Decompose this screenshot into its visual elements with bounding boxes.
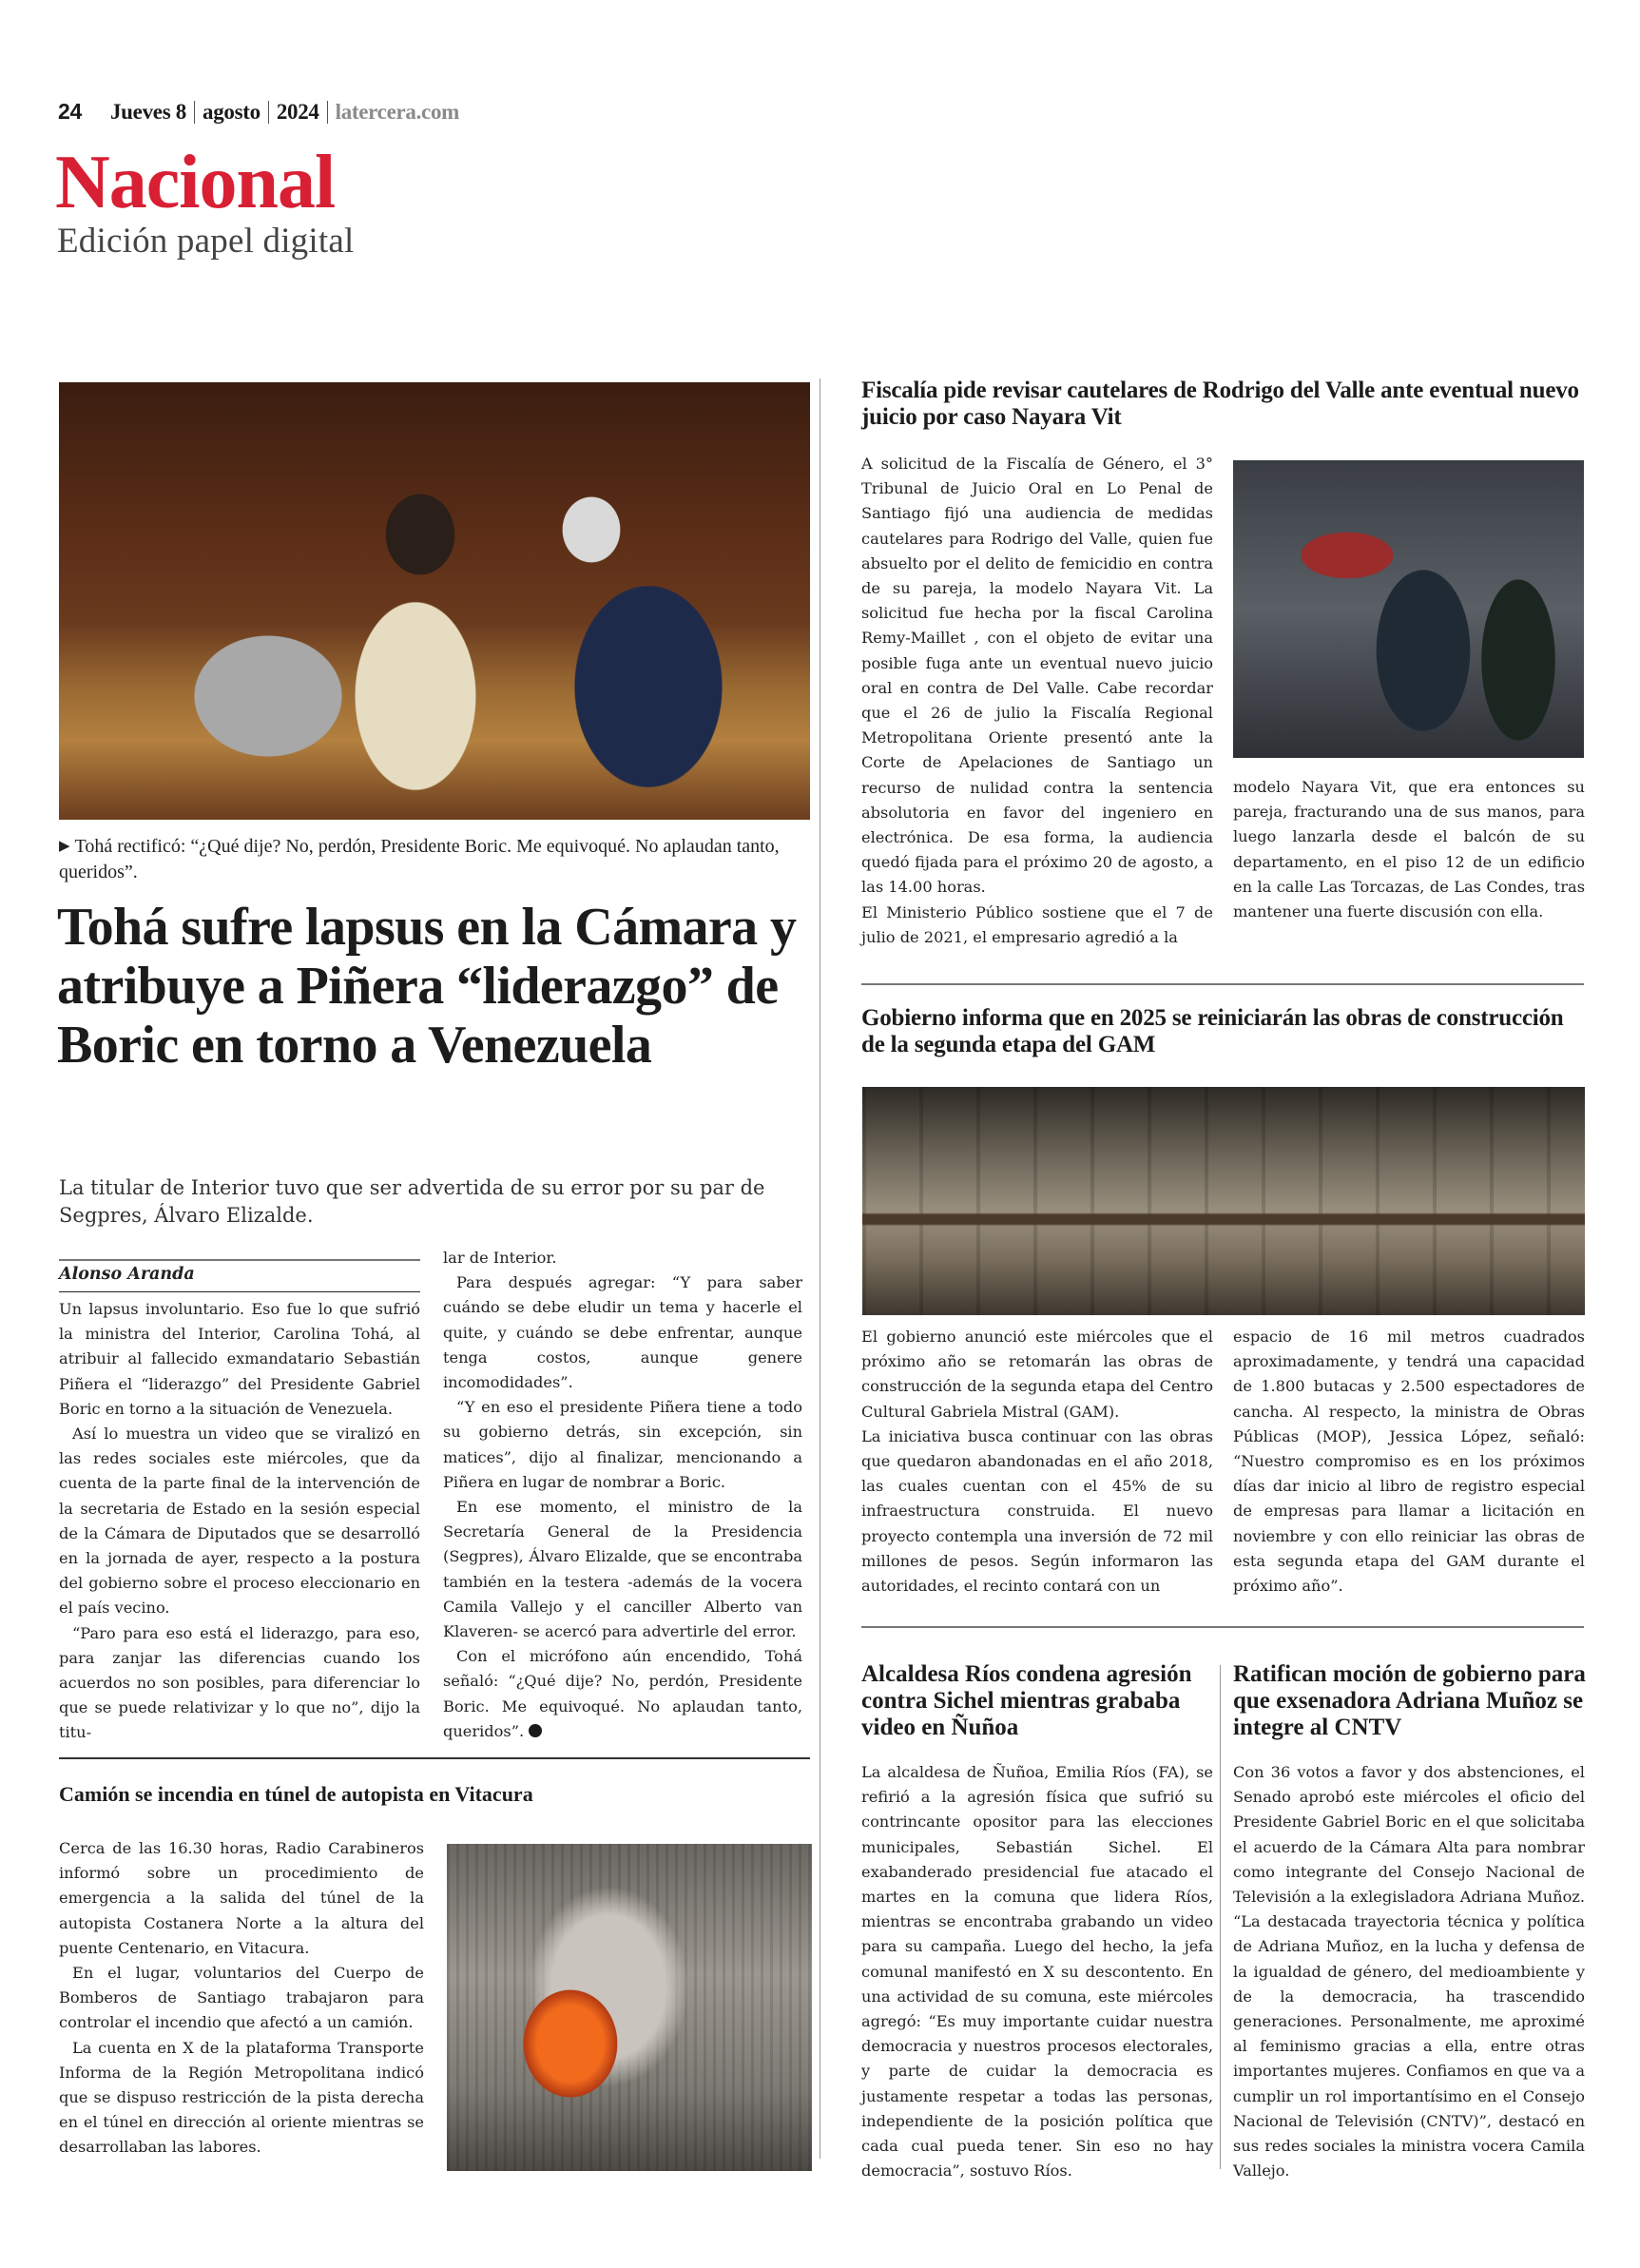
paragraph-text: Con el micrófono aún encendido, Tohá señaló: “¿Qué dije? No, perdón, Presidente Boric. Me equivoqué. No aplaudan tanto, queridos”. <box>443 1647 802 1740</box>
gam-headline: Gobierno informa que en 2025 se reiniciarán las obras de construcción de la segunda etapa del GAM <box>861 1005 1564 1057</box>
column-divider <box>1220 1665 1221 2169</box>
paragraph: La alcaldesa de Ñuñoa, Emilia Ríos (FA), se refirió a la agresión física que sufrió su contrincante opositor para las elecciones municipales, Sebastián Sichel. El exabanderado presidencial fue atacado el martes en la comuna que lidera Ríos, mientras se encontraba grabando un video para su campaña. Luego del hecho, la jefa comunal manifestó en X su descontento. En una actividad de su comuna, este miércoles agregó: “Es muy importante cuidar nuestra democracia y nuestros procesos electorales, y parte de cuidar la democracia es justamente respetar a todas las personas, independiente de la posición política que cada cual pueda tener. Sin eso no hay democracia”, sostuvo Ríos. <box>861 1763 1213 2181</box>
page-folio <box>58 99 459 125</box>
cntv-headline: Ratifican moción de gobierno para que exsenadora Adriana Muñoz se integre al CNTV <box>1233 1661 1586 1740</box>
paragraph: lar de Interior. <box>443 1249 557 1267</box>
fiscalia-headline: Fiscalía pide revisar cautelares de Rodrigo del Valle ante eventual nuevo juicio por caso Nayara Vit <box>861 378 1579 430</box>
fiscalia-column-2 <box>1233 775 1585 924</box>
section-title: Nacional <box>55 141 336 224</box>
byline-rule <box>59 1291 420 1292</box>
date-year: 2024 <box>276 99 319 124</box>
section-rule <box>861 983 1584 985</box>
caption-arrow-icon: ▶ <box>59 839 70 854</box>
camion-headline: Camión se incendia en túnel de autopista en Vitacura <box>59 1782 533 1806</box>
paragraph: Así lo muestra un video que se viralizó en las redes sociales este miércoles, que da cuenta de la parte final de la intervención de la secretaria de Estado en la sesión especial de la Cámara de Diputados que se desarrolló en la jornada de ayer, respecto a la postura del gobierno sobre el proceso eleccionario en el país vecino. <box>59 1425 420 1618</box>
site-link[interactable]: latercera.com <box>335 99 460 124</box>
byline-rule <box>59 1259 420 1261</box>
paragraph: Para después agregar: “Y para saber cuándo se debe eludir un tema y hacerle el quite, y cuándo se debe enfrentar, aunque tenga costos, aunque genere incomodidades”. <box>443 1273 802 1392</box>
paragraph: El Ministerio Público sostiene que el 7 de julio de 2021, el empresario agredió a la <box>861 902 1213 946</box>
photo-caption <box>59 834 820 885</box>
folio-separator <box>327 101 328 124</box>
end-of-article-icon <box>529 1724 542 1737</box>
main-deck: La titular de Interior tuvo que ser advertida de su error por su par de Segpres, Álvaro Elizalde. <box>59 1176 765 1227</box>
paragraph: Con 36 votos a favor y dos abstenciones, el Senado aprobó este miércoles el oficio del Presidente Gabriel Boric en el que solicitaba el acuerdo de la Cámara Alta para nombrar como integrante del Consejo Nacional de Televisión a la exlegisladora Adriana Muñoz. “La destacada trayectoria técnica y política de Adriana Muñoz, en la lucha y defensa de la igualdad de género, del medioambiente y de la democracia, ha trascendido generaciones. Personalmente, me aproximé al feminismo gracias a ella, entre otras importantes mujeres. Confiamos en que va a cumplir un rol importantísimo en el Consejo Nacional de Televisión (CNTV)”, destacó en sus redes sociales la ministra vocera Camila Vallejo. <box>1233 1763 1585 2181</box>
edition-label: Edición papel digital <box>57 222 355 261</box>
gam-column-2 <box>1233 1325 1585 1599</box>
folio-separator <box>194 101 195 124</box>
main-article-column-2 <box>443 1246 802 1744</box>
paragraph: La iniciativa busca continuar con las obras que quedaron abandonadas en el año 2018, las cuales cuentan con el 45% de su infraestructura construida. El nuevo proyecto contempla una inversión de 72 mil millones de pesos. Según informaron las autoridades, el recinto contará con un <box>861 1426 1213 1596</box>
main-article-photo <box>59 382 810 820</box>
camion-column <box>59 1836 424 2161</box>
paragraph: A solicitud de la Fiscalía de Género, el 3° Tribunal de Juicio Oral en Lo Penal de Santiago fijó una audiencia de medidas cautelares para Rodrigo del Valle, quien fue absuelto por el delito de femicidio en contra de su pareja, la modelo Nayara Vit. La solicitud fue hecha por la fiscal Carolina Remy-Maillet , con el objeto de evitar una posible fuga ante un eventual nuevo juicio oral en contra de Del Valle. Cabe recordar que el 26 de julio la Fiscalía Regional Metropolitana Oriente presentó ante la Corte de Apelaciones de Santiago un recurso de nulidad contra la sentencia absolutoria en favor del ingeniero en electrónica. De esa forma, la audiencia quedó fijada para el próximo 20 de agosto, a las 14.00 horas. <box>861 455 1213 897</box>
paragraph: modelo Nayara Vit, que era entonces su pareja, fracturando una de sus manos, para luego lanzarla desde el balcón de su departamento, en el piso 12 de un edificio en la calle Las Torcazas, de Las Condes, tras mantener una fuerte discusión con ella. <box>1233 778 1585 921</box>
folio-separator <box>268 101 269 124</box>
paragraph: Cerca de las 16.30 horas, Radio Carabineros informó sobre un procedimiento de emergencia a la salida del túnel de la autopista Costanera Norte a la altura del puente Centenario, en Vitacura. <box>59 1839 424 1957</box>
fiscalia-photo <box>1233 460 1584 758</box>
paragraph: “Y en eso el presidente Piñera tiene a todo su gobierno detrás, sin excepción, sin matices”, dijo al finalizar, mencionando a Piñera en lugar de nombrar a Boric. <box>443 1398 802 1491</box>
camion-photo <box>447 1844 812 2171</box>
caption-text: Tohá rectificó: “¿Qué dije? No, perdón, Presidente Boric. Me equivoqué. No aplaudan tanto, queridos”. <box>59 836 780 882</box>
gam-column-1 <box>861 1325 1213 1599</box>
page-number: 24 <box>58 99 82 124</box>
paragraph: En ese momento, el ministro de la Secretaría General de la Presidencia (Segpres), Álvaro Elizalde, que se encontraba también en la testera -además de la vocera Camila Vallejo y el canciller Alberto van Klaveren- se acercó para advertirle del error. <box>443 1498 802 1641</box>
paragraph: “Paro para eso está el liderazgo, para eso, para zanjar las diferencias cuando los acuerdos no son posibles, para diferenciar lo que se puede relativizar y lo que no”, dijo la titu- <box>59 1623 420 1742</box>
main-article-column-1 <box>59 1297 420 1746</box>
rios-headline: Alcaldesa Ríos condena agresión contra Sichel mientras grababa video en Ñuñoa <box>861 1661 1192 1740</box>
paragraph: La cuenta en X de la plataforma Transporte Informa de la Región Metropolitana indicó que se dispuso restricción de la pista derecha en el túnel en dirección al oriente mientras se desarrollaban las labores. <box>59 2038 424 2157</box>
rios-column <box>861 1760 1213 2183</box>
date-month: agosto <box>203 99 260 124</box>
paragraph: espacio de 16 mil metros cuadrados aproximadamente, y tendrá una capacidad de 1.800 butacas y 2.500 espectadores de cancha. Al respecto, la ministra de Obras Públicas (MOP), Jessica López, señaló: “Nuestro compromiso es en los próximos días dar inicio al libro de registro especial de empresas para llamar a licitación en noviembre y con ello reiniciar las obras de esta segunda etapa del GAM durante el próximo año”. <box>1233 1328 1585 1596</box>
cntv-column <box>1233 1760 1585 2183</box>
date-weekday-day: Jueves 8 <box>109 99 186 124</box>
main-headline: Tohá sufre lapsus en la Cámara y atribuye a Piñera “liderazgo” de Boric en torno a Venezuela <box>57 898 797 1075</box>
section-rule <box>861 1626 1584 1628</box>
section-rule <box>59 1757 810 1759</box>
fiscalia-column-1 <box>861 452 1213 950</box>
paragraph: En el lugar, voluntarios del Cuerpo de Bomberos de Santiago trabajaron para controlar el incendio que afectó a un camión. <box>59 1964 424 2032</box>
gam-photo <box>862 1087 1585 1315</box>
paragraph: El gobierno anunció este miércoles que el próximo año se retomarán las obras de construcción de la segunda etapa del Centro Cultural Gabriela Mistral (GAM). <box>861 1328 1213 1421</box>
paragraph: Un lapsus involuntario. Eso fue lo que sufrió la ministra del Interior, Carolina Tohá, al atribuir al fallecido exmandatario Sebastián Piñera el “liderazgo” del Presidente Gabriel Boric en torno a la situación de Venezuela. <box>59 1300 420 1418</box>
byline: Alonso Aranda <box>59 1265 195 1284</box>
paragraph-last <box>443 1644 802 1744</box>
